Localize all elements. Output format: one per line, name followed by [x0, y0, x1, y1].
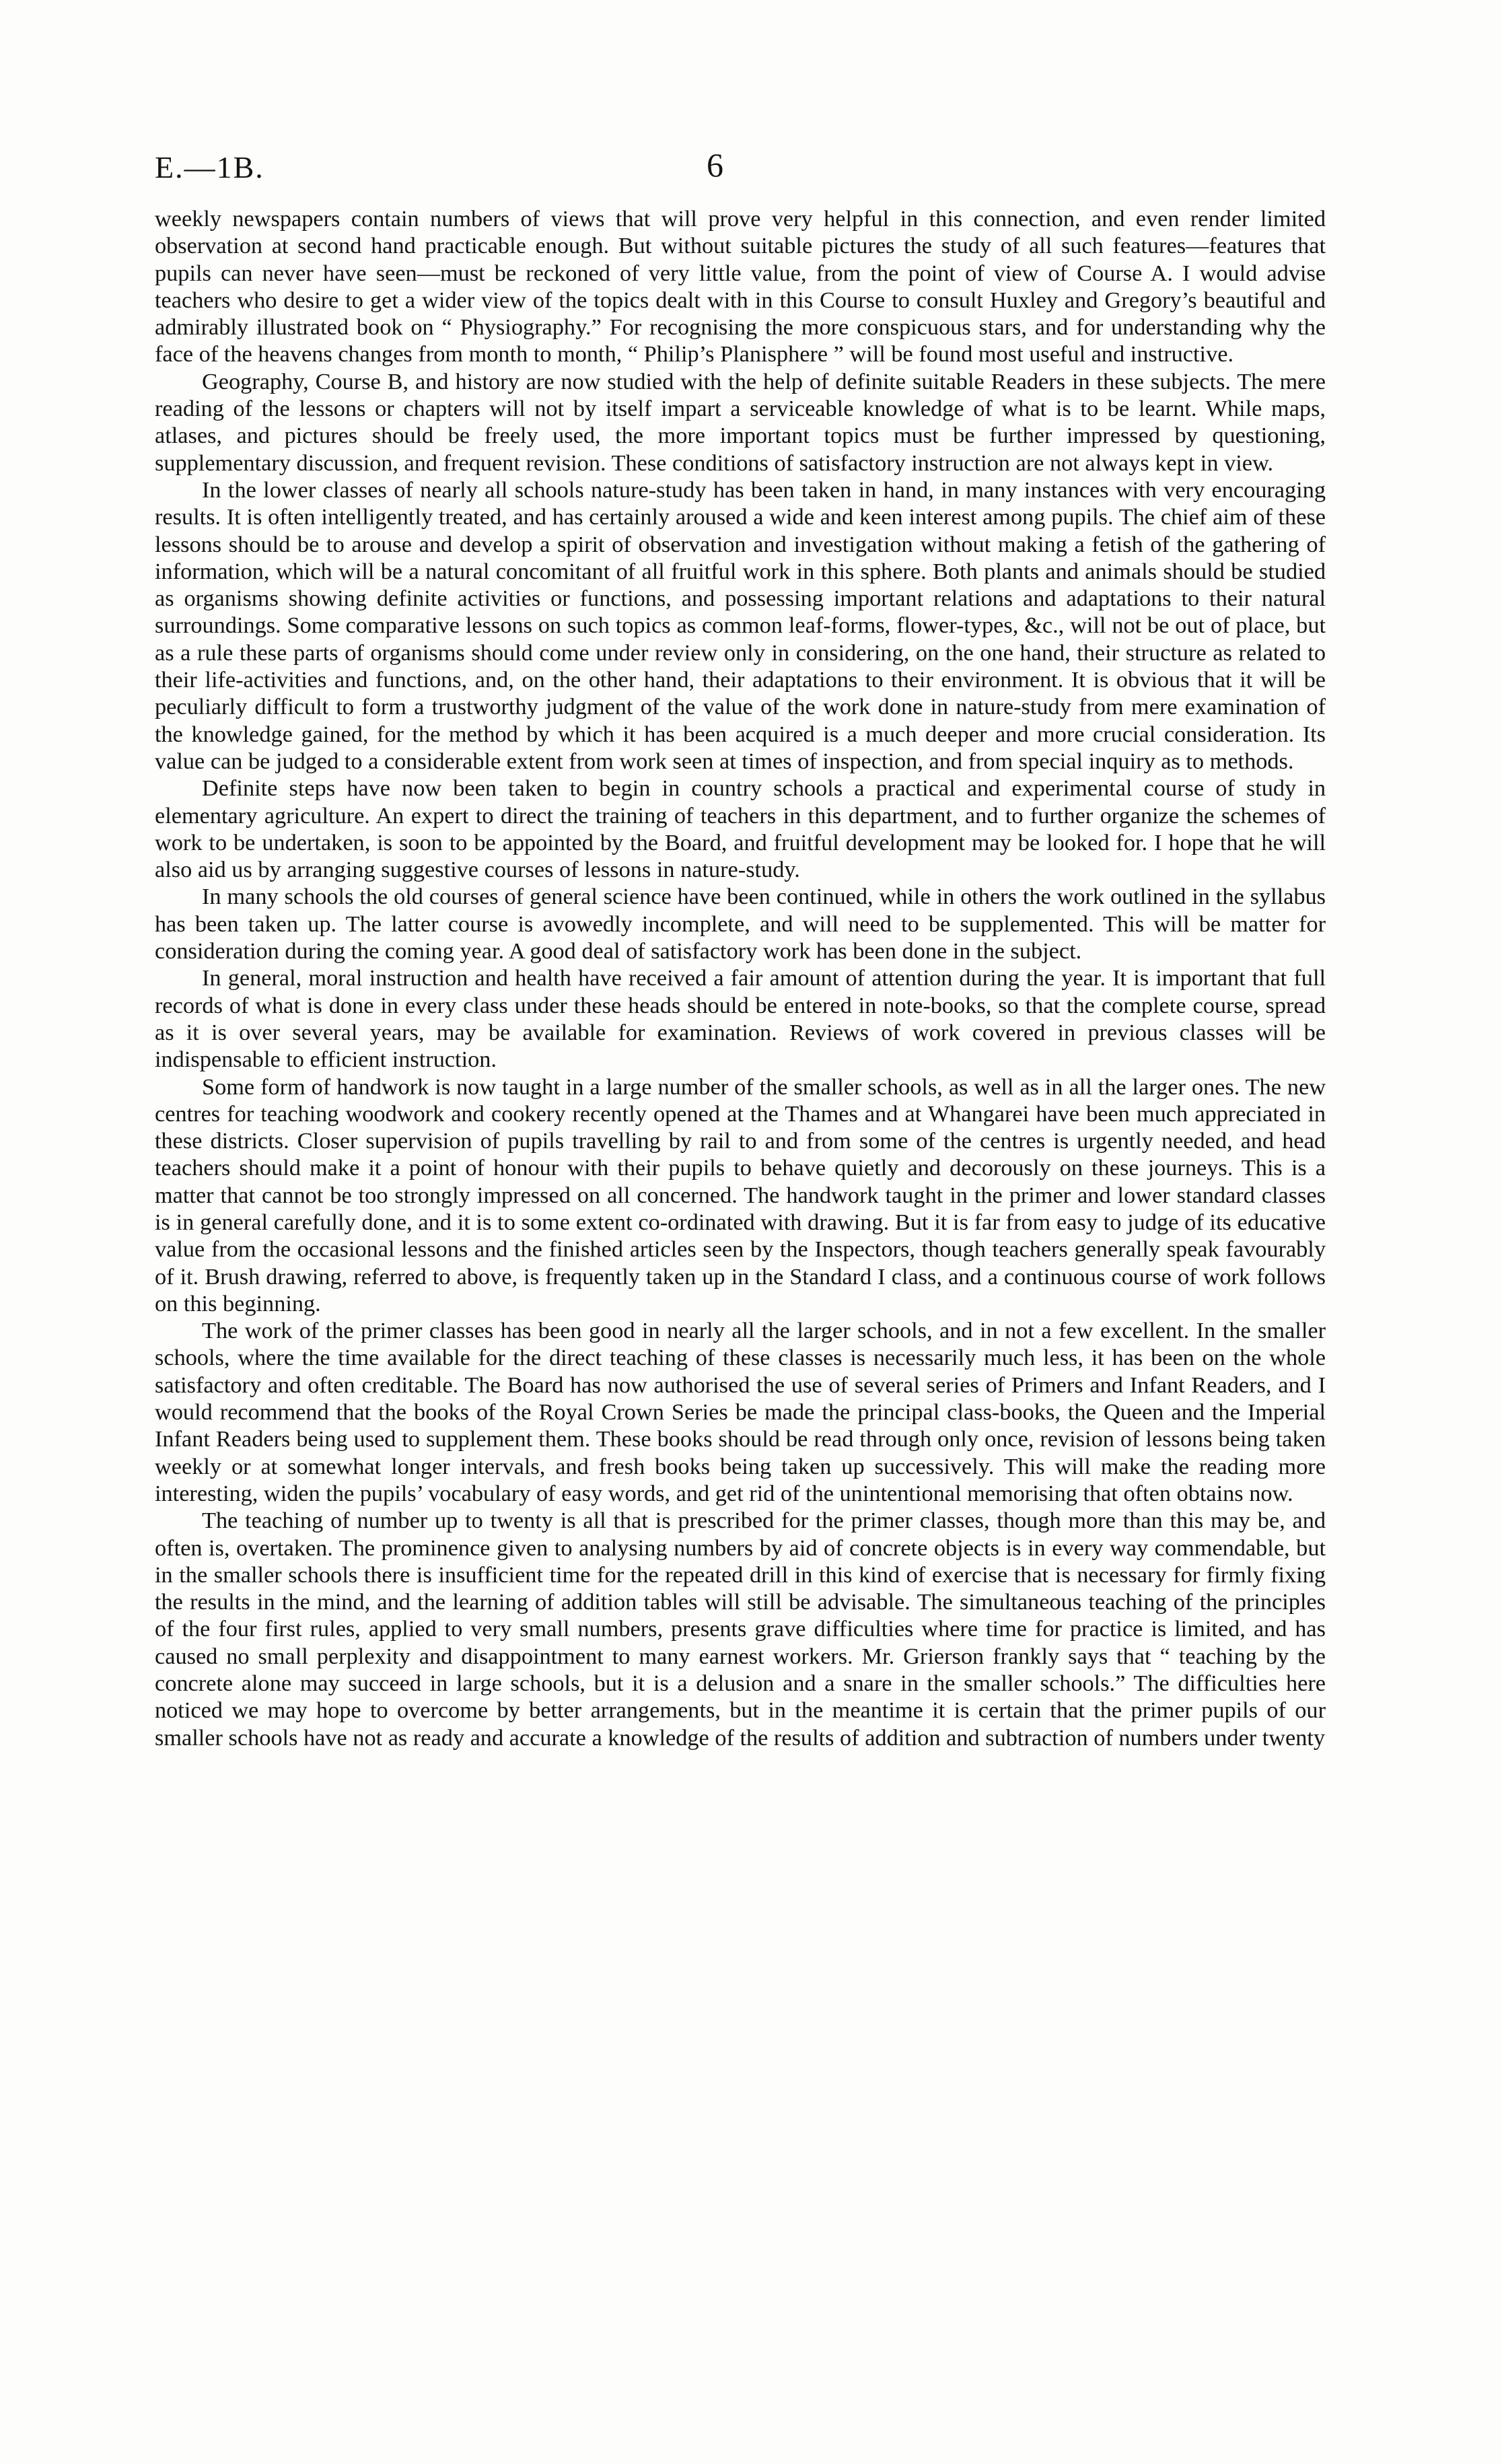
page-header [155, 146, 1326, 197]
paragraph-nature-study: In the lower classes of nearly all schools nature-study has been taken in hand, in many instances with very encouraging results. It is often intelligently treated, and has certainly aroused a wide and keen interest among pupils. The chief aim of these lessons should be to arouse and develop a spirit of observation and investigation without making a fetish of the gathering of information, which will be a natural concomitant of all fruitful work in this sphere. Both plants and animals should be studied as organisms showing definite activities or functions, and possessing important relations and adaptations to their natural surroundings. Some comparative lessons on such topics as common leaf-forms, flower-types, &c., will not be out of place, but as a rule these parts of organisms should come under review only in considering, on the one hand, their structure as related to their life-activities and functions, and, on the other hand, their adaptations to their environment. It is obvious that it will be peculiarly difficult to form a trustworthy judgment of the value of the work done in nature-study from mere examination of the knowledge gained, for the method by which it has been acquired is a much deeper and more crucial consideration. Its value can be judged to a considerable extent from work seen at times of inspection, and from special inquiry as to methods. [155, 477, 1326, 774]
paragraph-moral-instruction: In general, moral instruction and health have received a fair amount of attention during the year. It is important that full records of what is done in every class under these heads should be entered in note-books, so that the complete course, spread as it is over several years, may be available for examination. Reviews of work covered in previous classes will be indispensable to efficient instruction. [155, 965, 1326, 1073]
paragraph-geography-history: Geography, Course B, and history are now studied with the help of definite suitable Readers in these subjects. The mere reading of the lessons or chapters will not by itself impart a serviceable knowledge of what is to be learnt. While maps, atlases, and pictures should be freely used, the more important topics must be further impressed by questioning, supplementary discussion, and frequent revision. These conditions of satisfactory instruction are not always kept in view. [155, 368, 1326, 476]
page-number: 6 [707, 146, 723, 184]
paragraph-number-teaching: The teaching of number up to twenty is all that is prescribed for the primer classes, though more than this may be, and often is, overtaken. The prominence given to analysing numbers by aid of concrete objects is in every way commendable, but in the smaller schools there is insufficient time for the repeated drill in this kind of exercise that is necessary for firmly fixing the results in the mind, and the learning of addition tables will still be advisable. The simultaneous teaching of the principles of the four first rules, applied to very small numbers, presents grave difficulties where time for practice is limited, and has caused no small perplexity and disappointment to many earnest workers. Mr. Grierson frankly says that “ teaching by the concrete alone may succeed in large schools, but it is a delusion and a snare in the smaller schools.” The difficulties here noticed we may hope to overcome by better arrangements, but in the meantime it is certain that the primer pupils of our smaller schools have not as ready and accurate a knowledge of the results of addition and subtraction of numbers under twenty [155, 1508, 1326, 1751]
paragraph-general-science: In many schools the old courses of general science have been continued, while in others the work outlined in the syllabus has been taken up. The latter course is avowedly incomplete, and will need to be supplemented. This will be matter for consideration during the coming year. A good deal of satisfactory work has been done in the subject. [155, 884, 1326, 964]
paragraph-primer-classes: The work of the primer classes has been good in nearly all the larger schools, and in not a few excellent. In the smaller schools, where the time available for the direct teaching of these classes is necessarily much less, it has been on the whole satisfactory and often creditable. The Board has now authorised the use of several series of Primers and Infant Readers, and I would recommend that the books of the Royal Crown Series be made the principal class-books, the Queen and the Imperial Infant Readers being used to supplement them. These books should be read through only once, revision of lessons being taken weekly or at somewhat longer intervals, and fresh books being taken up successively. This will make the reading more interesting, widen the pupils’ vocabulary of easy words, and get rid of the unintentional memorising that often obtains now. [155, 1318, 1326, 1506]
body-text [155, 205, 1326, 1751]
paragraph-handwork: Some form of handwork is now taught in a large number of the smaller schools, as well as in all the larger ones. The new centres for teaching woodwork and cookery recently opened at the Thames and at Whangarei have been much appreciated in these districts. Closer supervision of pupils travelling by rail to and from some of the centres is urgently needed, and head teachers should make it a point of honour with their pupils to behave quietly and decorously on these journeys. This is a matter that cannot be too strongly impressed on all concerned. The handwork taught in the primer and lower standard classes is in general carefully done, and it is to some extent co-ordinated with drawing. But it is far from easy to judge of its educative value from the occasional lessons and the finished articles seen by the Inspectors, though teachers generally speak favourably of it. Brush drawing, referred to above, is frequently taken up in the Standard I class, and a continuous course of work follows on this beginning. [155, 1073, 1326, 1316]
parliamentary-paper-reference: E.—1B. [155, 150, 264, 184]
paragraph-agriculture: Definite steps have now been taken to begin in country schools a practical and experimental course of study in elementary agriculture. An expert to direct the training of teachers in this department, and to further organize the schemes of work to be undertaken, is soon to be appointed by the Board, and fruitful development may be looked for. I hope that he will also aid us by arranging suggestive courses of lessons in nature-study. [155, 775, 1326, 883]
paragraph-continued: weekly newspapers contain numbers of views that will prove very helpful in this connection, and even render limited observation at second hand practicable enough. But without suitable pictures the study of all such features—features that pupils can never have seen—must be reckoned of very little value, from the point of view of Course A. I would advise teachers who desire to get a wider view of the topics dealt with in this Course to consult Huxley and Gregory’s beautiful and admirably illustrated book on “ Physiography.” For recognising the more conspicuous stars, and for understanding why the face of the heavens changes from month to month, “ Philip’s Planisphere ” will be found most useful and instructive. [155, 206, 1326, 367]
